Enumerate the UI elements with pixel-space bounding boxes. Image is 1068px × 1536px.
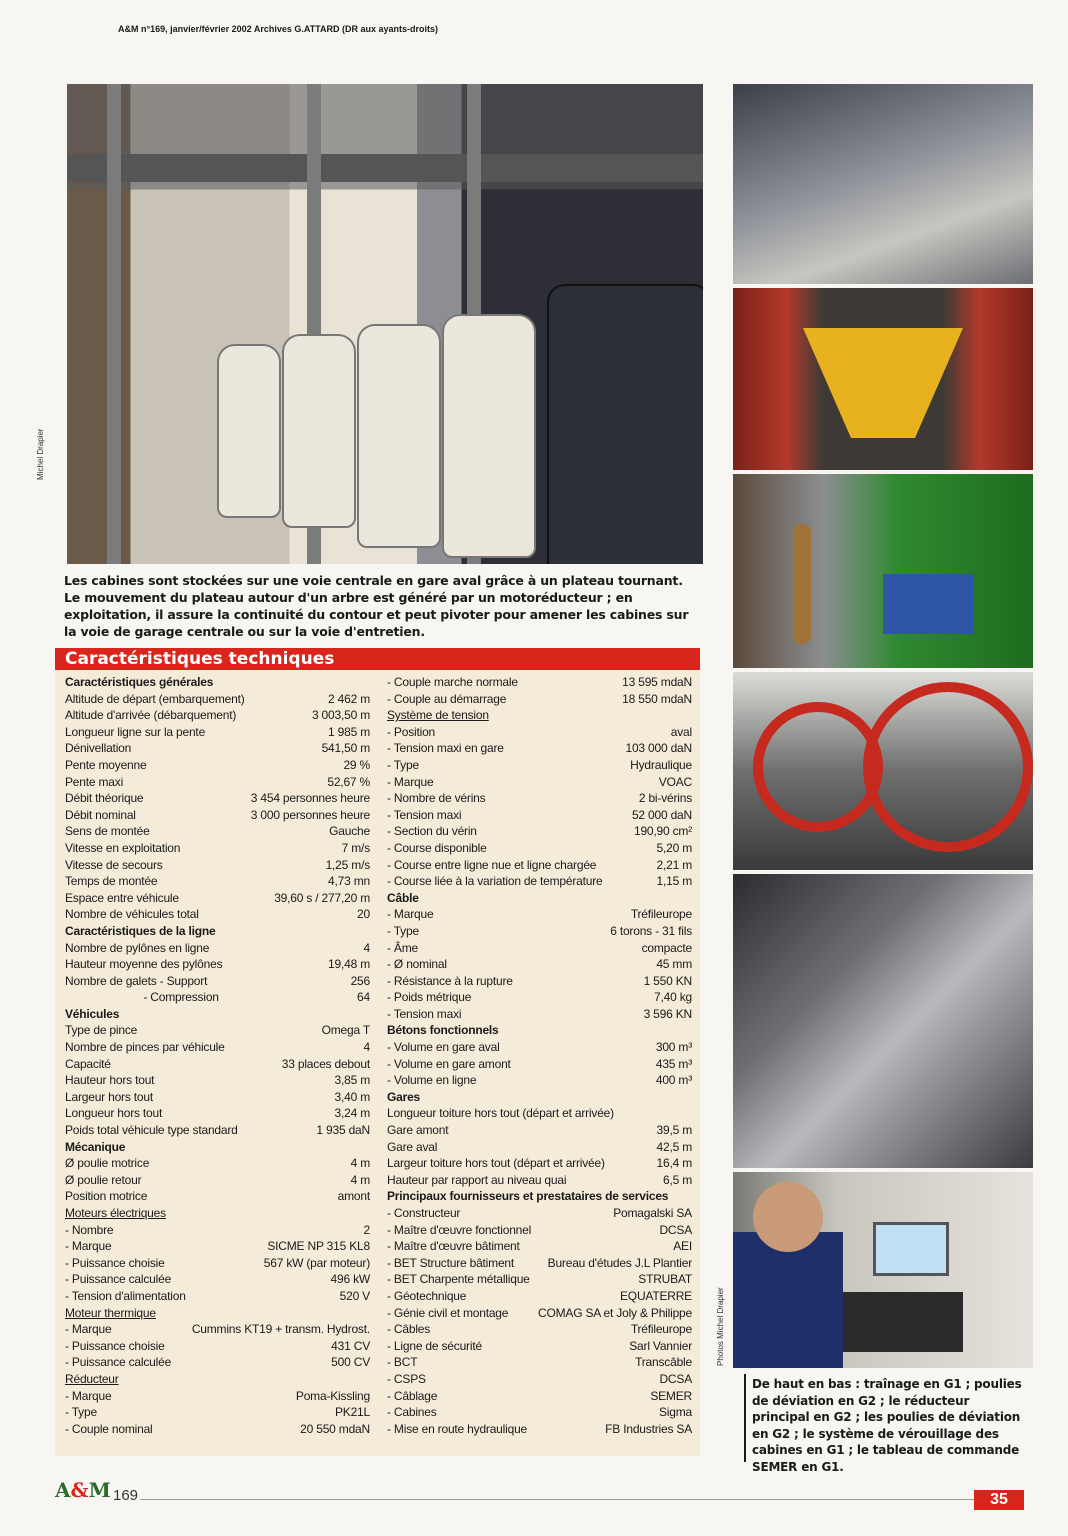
spec-label: - Maître d'œuvre fonctionnel xyxy=(387,1222,532,1237)
spec-label: Nombre de véhicules total xyxy=(65,907,199,922)
spec-label: - Marque xyxy=(65,1239,112,1254)
spec-row xyxy=(65,940,370,957)
spec-value: 7 m/s xyxy=(341,840,370,855)
spec-value: Poma-Kissling xyxy=(295,1388,370,1403)
spec-value: 33 places debout xyxy=(281,1056,370,1071)
spec-label: - Couple nominal xyxy=(65,1421,153,1436)
spec-label: - BET Charpente métallique xyxy=(387,1272,530,1287)
spec-row xyxy=(387,956,692,973)
spec-value: VOAC xyxy=(658,774,692,789)
spec-label: - Puissance calculée xyxy=(65,1355,172,1370)
spec-label: - Génie civil et montage xyxy=(387,1305,509,1320)
spec-value: amont xyxy=(337,1189,370,1204)
spec-value: 500 CV xyxy=(331,1355,370,1370)
spec-row xyxy=(65,873,370,890)
spec-row xyxy=(65,1404,370,1421)
spec-value: 520 V xyxy=(339,1288,370,1303)
spec-value: 1,15 m xyxy=(656,874,692,889)
spec-label: - Nombre xyxy=(65,1222,114,1237)
spec-value: 4 m xyxy=(350,1172,370,1187)
spec-label: - Puissance choisie xyxy=(65,1338,165,1353)
side-photo-pulleys-g2 xyxy=(733,672,1033,870)
spec-row xyxy=(387,989,692,1006)
spec-value: 52 000 daN xyxy=(631,807,692,822)
spec-value: SICME NP 315 KL8 xyxy=(267,1239,370,1254)
spec-label: - Course liée à la variation de température xyxy=(387,874,603,889)
spec-row xyxy=(387,1056,692,1073)
spec-label: Débit théorique xyxy=(65,791,144,806)
spec-value: 13 595 mdaN xyxy=(622,675,692,689)
spec-label: - Constructeur xyxy=(387,1206,461,1220)
spec-row xyxy=(387,923,692,940)
spec-value: 4 xyxy=(363,940,370,955)
spec-label: Câble xyxy=(387,890,419,905)
spec-label: - Volume en gare aval xyxy=(387,1040,500,1055)
main-photo-caption: Les cabines sont stockées sur une voie centrale en gare aval grâce à un plateau tournant. Le mouvement du plateau autour d'un arbre est généré par un motoréducteur ; en exploitation, il assure la continuité du contour et peut pivoter pour amener les cabines sur la voie de garage centrale ou sur la voie d'entretien. xyxy=(64,573,689,639)
spec-value: Tréfileurope xyxy=(630,1322,692,1337)
spec-section-heading xyxy=(387,1089,692,1106)
spec-value: 20 xyxy=(357,907,370,922)
spec-label: - Âme xyxy=(387,940,419,955)
spec-row xyxy=(387,807,692,824)
spec-label: - Nombre de vérins xyxy=(387,791,486,806)
spec-value: COMAG SA et Joly & Philippe xyxy=(538,1305,692,1320)
spec-value: 20 550 mdaN xyxy=(300,1421,370,1436)
spec-label: Bétons fonctionnels xyxy=(387,1023,499,1038)
spec-label: Position motrice xyxy=(65,1189,148,1204)
spec-label: Principaux fournisseurs et prestataires de services xyxy=(387,1189,669,1204)
spec-row xyxy=(65,1238,370,1255)
spec-label: Caractéristiques générales xyxy=(65,675,214,689)
spec-row xyxy=(387,674,692,691)
spec-label: Espace entre véhicule xyxy=(65,890,179,905)
spec-label: - CSPS xyxy=(387,1371,426,1386)
spec-value: 42,5 m xyxy=(656,1139,692,1154)
tech-specs-box xyxy=(55,648,700,1456)
spec-label: Hauteur moyenne des pylônes xyxy=(65,957,223,972)
spec-row xyxy=(387,1371,692,1388)
spec-row xyxy=(65,1105,370,1122)
spec-row xyxy=(387,1388,692,1405)
spec-label: Poids total véhicule type standard xyxy=(65,1123,238,1138)
spec-label: - Câbles xyxy=(387,1322,431,1337)
spec-label: - Mise en route hydraulique xyxy=(387,1421,528,1436)
spec-value: compacte xyxy=(641,940,692,955)
spec-row xyxy=(65,906,370,923)
spec-value: 7,40 kg xyxy=(654,990,692,1005)
spec-value: 5,20 m xyxy=(656,840,692,855)
spec-row xyxy=(387,1288,692,1305)
page-number: 35 xyxy=(974,1490,1024,1510)
spec-row xyxy=(65,956,370,973)
spec-value: 435 m³ xyxy=(655,1056,692,1071)
spec-label: Capacité xyxy=(65,1056,111,1071)
spec-section-heading xyxy=(387,890,692,907)
spec-value: Sarl Vannier xyxy=(629,1338,692,1353)
spec-row xyxy=(65,1172,370,1189)
spec-value: 3 596 KN xyxy=(643,1006,692,1021)
spec-value: 2 462 m xyxy=(328,691,370,706)
spec-row xyxy=(387,1072,692,1089)
spec-row xyxy=(65,857,370,874)
spec-label: - Volume en gare amont xyxy=(387,1056,511,1071)
spec-value: 39,5 m xyxy=(656,1123,692,1138)
side-photo-trainage xyxy=(733,84,1033,284)
spec-row xyxy=(387,691,692,708)
spec-label: - Ligne de sécurité xyxy=(387,1338,482,1353)
spec-row xyxy=(387,757,692,774)
side-photo-credit: Photos Michel Drapier xyxy=(716,1287,725,1366)
spec-value: 52,67 % xyxy=(327,774,370,789)
spec-row xyxy=(387,1255,692,1272)
spec-label: - Résistance à la rupture xyxy=(387,973,513,988)
spec-label: - Marque xyxy=(65,1322,112,1337)
spec-row xyxy=(65,1388,370,1405)
spec-label: - Couple marche normale xyxy=(387,675,518,689)
spec-row xyxy=(65,707,370,724)
spec-value: EQUATERRE xyxy=(620,1288,692,1303)
spec-row xyxy=(65,1354,370,1371)
side-photo-reducer xyxy=(733,474,1033,668)
spec-row xyxy=(65,1321,370,1338)
spec-row xyxy=(387,840,692,857)
spec-label: - Compression xyxy=(65,990,219,1005)
spec-value: 3,24 m xyxy=(334,1106,370,1121)
spec-label: - Tension maxi xyxy=(387,807,462,822)
spec-label: - Couple au démarrage xyxy=(387,691,507,706)
spec-label: - BET Structure bâtiment xyxy=(387,1255,515,1270)
spec-row xyxy=(387,1155,692,1172)
spec-value: 39,60 s / 277,20 m xyxy=(274,890,370,905)
spec-row xyxy=(65,890,370,907)
spec-row xyxy=(65,1072,370,1089)
spec-value: Sigma xyxy=(658,1405,692,1420)
spec-row xyxy=(65,1089,370,1106)
spec-row xyxy=(65,973,370,990)
spec-row xyxy=(387,873,692,890)
spec-label: - Puissance choisie xyxy=(65,1255,165,1270)
spec-label: Véhicules xyxy=(65,1006,120,1021)
spec-label: Hauteur par rapport au niveau quai xyxy=(387,1172,567,1187)
spec-label: - Marque xyxy=(65,1388,112,1403)
spec-subheading xyxy=(65,1305,370,1322)
spec-subheading xyxy=(65,1371,370,1388)
spec-section-heading xyxy=(65,1006,370,1023)
spec-row xyxy=(387,857,692,874)
spec-value: Cummins KT19 + transm. Hydrost. xyxy=(191,1322,370,1337)
spec-value: 1,25 m/s xyxy=(325,857,370,872)
spec-row xyxy=(65,1122,370,1139)
spec-row xyxy=(65,840,370,857)
spec-row xyxy=(65,823,370,840)
spec-value: 256 xyxy=(350,973,370,988)
spec-label: - Type xyxy=(387,923,419,938)
spec-value: 3,85 m xyxy=(334,1073,370,1088)
spec-subheading xyxy=(387,707,692,724)
side-photos-caption: De haut en bas : traînage en G1 ; poulies de déviation en G2 ; le réducteur principal en G2 ; les poulies de déviation en G2 ; le système de vérouillage des cabines en G1 ; le tableau de commande SEMER en G1. xyxy=(752,1377,1022,1474)
spec-value: Transcâble xyxy=(635,1355,692,1370)
spec-value: 541,50 m xyxy=(321,741,370,756)
spec-label: Caractéristiques de la ligne xyxy=(65,923,216,938)
spec-row xyxy=(387,1404,692,1421)
spec-value: STRUBAT xyxy=(638,1272,692,1287)
spec-row xyxy=(387,1205,692,1222)
spec-value: 2,21 m xyxy=(656,857,692,872)
spec-row xyxy=(65,1271,370,1288)
spec-label: Dénivellation xyxy=(65,741,132,756)
spec-value: 45 mm xyxy=(656,957,692,972)
spec-label: - Type xyxy=(387,757,419,772)
spec-row xyxy=(65,807,370,824)
spec-value: 4,73 mn xyxy=(328,874,370,889)
spec-label: Gares xyxy=(387,1089,421,1104)
spec-value: 3 000 personnes heure xyxy=(250,807,370,822)
spec-row xyxy=(387,1421,692,1438)
spec-label: Pente moyenne xyxy=(65,757,147,772)
spec-value: 496 kW xyxy=(330,1272,370,1287)
spec-value: Omega T xyxy=(321,1023,370,1038)
spec-section-heading xyxy=(387,1188,692,1205)
spec-label: Moteurs électriques xyxy=(65,1206,166,1220)
magazine-logo: A&M xyxy=(55,1478,111,1502)
spec-label: - Course entre ligne nue et ligne chargée xyxy=(387,857,597,872)
spec-value: 4 xyxy=(363,1040,370,1055)
spec-value: Pomagalski SA xyxy=(613,1206,692,1220)
spec-row xyxy=(387,1305,692,1322)
spec-subheading xyxy=(65,1205,370,1222)
spec-row xyxy=(387,1238,692,1255)
spec-value: 6 torons - 31 fils xyxy=(610,923,692,938)
spec-row xyxy=(65,1155,370,1172)
spec-value: Bureau d'études J.L Plantier xyxy=(547,1255,692,1270)
spec-label: - Tension maxi xyxy=(387,1006,462,1021)
spec-label: - BCT xyxy=(387,1355,418,1370)
spec-label: Réducteur xyxy=(65,1371,119,1386)
spec-section-heading xyxy=(65,674,370,691)
spec-row xyxy=(387,1172,692,1189)
spec-row xyxy=(387,906,692,923)
spec-label: Altitude de départ (embarquement) xyxy=(65,691,245,706)
spec-label: Longueur ligne sur la pente xyxy=(65,724,206,739)
spec-label: Vitesse en exploitation xyxy=(65,840,181,855)
specs-column-right xyxy=(387,674,692,1437)
spec-label: Ø poulie motrice xyxy=(65,1156,150,1171)
spec-label: - Volume en ligne xyxy=(387,1073,477,1088)
spec-label: Nombre de pylônes en ligne xyxy=(65,940,210,955)
spec-value: 3 003,50 m xyxy=(311,708,370,723)
spec-label: Nombre de pinces par véhicule xyxy=(65,1040,225,1055)
spec-row xyxy=(387,1222,692,1239)
spec-label: Largeur toiture hors tout (départ et arrivée) xyxy=(387,1156,605,1171)
spec-row xyxy=(65,691,370,708)
spec-row xyxy=(65,774,370,791)
spec-row xyxy=(387,1006,692,1023)
spec-label: - Tension d'alimentation xyxy=(65,1288,186,1303)
spec-label: Système de tension xyxy=(387,708,489,723)
spec-value: 18 550 mdaN xyxy=(622,691,692,706)
spec-value: AEI xyxy=(673,1239,692,1254)
spec-section-heading xyxy=(65,923,370,940)
spec-row xyxy=(65,790,370,807)
specs-column-left xyxy=(65,674,370,1437)
page-header: A&M n°169, janvier/février 2002 Archives G.ATTARD (DR aux ayants-droits) xyxy=(118,24,439,34)
spec-row xyxy=(387,1338,692,1355)
caption-rule xyxy=(744,1374,746,1462)
spec-value: SEMER xyxy=(650,1388,692,1403)
footer-rule xyxy=(140,1499,975,1500)
spec-row xyxy=(387,1271,692,1288)
spec-value: 29 % xyxy=(343,757,370,772)
spec-label: Mécanique xyxy=(65,1139,126,1154)
spec-value: 2 bi-vérins xyxy=(638,791,692,806)
spec-label: Nombre de galets - Support xyxy=(65,973,208,988)
spec-row xyxy=(387,1122,692,1139)
spec-row xyxy=(387,774,692,791)
spec-label: - Cabines xyxy=(387,1405,437,1420)
spec-label: - Ø nominal xyxy=(387,957,447,972)
spec-value: 300 m³ xyxy=(655,1040,692,1055)
spec-value: 6,5 m xyxy=(662,1172,692,1187)
spec-row xyxy=(387,724,692,741)
spec-value: 4 m xyxy=(350,1156,370,1171)
spec-label: Hauteur hors tout xyxy=(65,1073,155,1088)
spec-label: - Câblage xyxy=(387,1388,438,1403)
spec-label: Longueur toiture hors tout (départ et arrivée) xyxy=(387,1106,614,1121)
spec-value: 567 kW (par moteur) xyxy=(263,1255,370,1270)
spec-label: Moteur thermique xyxy=(65,1305,156,1320)
spec-row xyxy=(387,823,692,840)
spec-value: Hydraulique xyxy=(630,757,692,772)
spec-label: Vitesse de secours xyxy=(65,857,163,872)
spec-value: 1 985 m xyxy=(328,724,370,739)
spec-value: 3,40 m xyxy=(334,1089,370,1104)
spec-row xyxy=(387,1321,692,1338)
spec-label: - Marque xyxy=(387,907,434,922)
tech-specs-title: Caractéristiques techniques xyxy=(55,648,700,670)
spec-label: - Type xyxy=(65,1405,97,1420)
spec-value: 2 xyxy=(363,1222,370,1237)
photo-credit: Michel Drapier xyxy=(36,428,45,480)
spec-label: Sens de montée xyxy=(65,824,150,839)
spec-value: 190,90 cm² xyxy=(633,824,692,839)
spec-label: Pente maxi xyxy=(65,774,124,789)
spec-section-heading xyxy=(65,1139,370,1156)
spec-value: 1 935 daN xyxy=(316,1123,370,1138)
spec-row xyxy=(65,740,370,757)
main-photo-cabins xyxy=(67,84,703,564)
spec-section-heading xyxy=(387,1022,692,1039)
spec-row xyxy=(65,724,370,741)
spec-value: 431 CV xyxy=(331,1338,370,1353)
spec-label: - Position xyxy=(387,724,436,739)
spec-row xyxy=(387,1039,692,1056)
spec-label: - Section du vérin xyxy=(387,824,477,839)
side-photo-deviation-pulleys xyxy=(733,288,1033,470)
spec-value: 400 m³ xyxy=(655,1073,692,1088)
spec-label: - Poids métrique xyxy=(387,990,472,1005)
spec-value: Tréfileurope xyxy=(630,907,692,922)
spec-row xyxy=(387,1354,692,1371)
spec-row xyxy=(387,1139,692,1156)
spec-label: Gare aval xyxy=(387,1139,438,1154)
spec-value: aval xyxy=(670,724,692,739)
spec-label: Longueur hors tout xyxy=(65,1106,163,1121)
spec-value: Gauche xyxy=(329,824,370,839)
spec-value: DCSA xyxy=(659,1371,692,1386)
spec-label: Type de pince xyxy=(65,1023,138,1038)
spec-value: 103 000 daN xyxy=(625,741,692,756)
spec-label: Altitude d'arrivée (débarquement) xyxy=(65,708,237,723)
spec-row xyxy=(65,1022,370,1039)
spec-row xyxy=(387,790,692,807)
spec-label: Gare amont xyxy=(387,1123,449,1138)
spec-label: - Tension maxi en gare xyxy=(387,741,504,756)
spec-value: 19,48 m xyxy=(328,957,370,972)
spec-row xyxy=(387,940,692,957)
spec-label: - Maître d'œuvre bâtiment xyxy=(387,1239,520,1254)
spec-row xyxy=(65,1288,370,1305)
spec-label: Temps de montée xyxy=(65,874,158,889)
spec-label: - Puissance calculée xyxy=(65,1272,172,1287)
spec-row xyxy=(387,973,692,990)
spec-row xyxy=(387,1105,692,1122)
side-photo-locking-system xyxy=(733,874,1033,1168)
spec-value: 3 454 personnes heure xyxy=(250,791,370,806)
spec-label: - Marque xyxy=(387,774,434,789)
issue-number: 169 xyxy=(113,1487,139,1504)
spec-label: Largeur hors tout xyxy=(65,1089,153,1104)
spec-row xyxy=(65,1421,370,1438)
spec-row xyxy=(65,1188,370,1205)
spec-label: - Géotechnique xyxy=(387,1288,467,1303)
spec-row xyxy=(65,1255,370,1272)
spec-value: 1 550 KN xyxy=(643,973,692,988)
spec-label: - Course disponible xyxy=(387,840,487,855)
spec-row xyxy=(65,1056,370,1073)
spec-row xyxy=(65,989,370,1006)
spec-row xyxy=(65,757,370,774)
spec-row xyxy=(387,740,692,757)
spec-label: Ø poulie retour xyxy=(65,1172,142,1187)
spec-value: PK21L xyxy=(334,1405,370,1420)
spec-value: 64 xyxy=(357,990,370,1005)
side-photo-control-panel xyxy=(733,1172,1033,1368)
spec-label: Débit nominal xyxy=(65,807,136,822)
spec-value: DCSA xyxy=(659,1222,692,1237)
spec-row xyxy=(65,1222,370,1239)
spec-value: FB Industries SA xyxy=(605,1421,692,1436)
spec-row xyxy=(65,1039,370,1056)
spec-row xyxy=(65,1338,370,1355)
spec-value: 16,4 m xyxy=(656,1156,692,1171)
